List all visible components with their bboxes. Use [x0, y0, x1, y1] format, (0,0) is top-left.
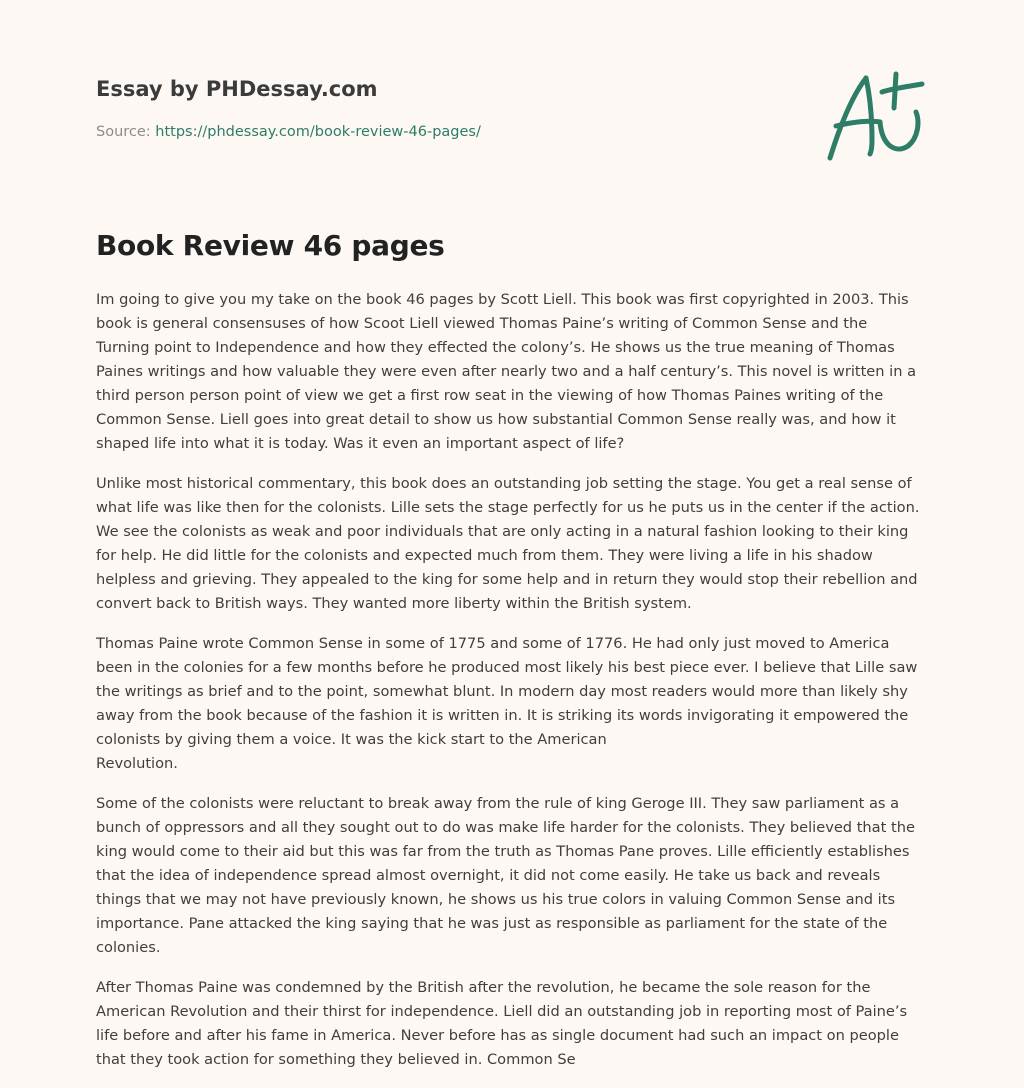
article — [96, 226, 926, 1088]
source-label: Source: — [96, 124, 156, 140]
article-title: Book Review 46 pages — [96, 229, 445, 262]
paragraph-3: Thomas Paine wrote Common Sense in some of 1775 and some of 1776. He had only just moved to America been in the colonies for a few months before he produced most likely his best piece ever. I believe that Lille saw the writings as brief and to the point, somewhat blunt. In modern day most readers would more than likely shy away from the book because of the fashion it is written in. It is striking its words invigorating it empowered the colonists by giving them a voice. It was the kick start to the American Revolution. — [96, 635, 918, 772]
paragraph-1: Im going to give you my take on the book 46 pages by Scott Liell. This book was first copyrighted in 2003. This book is general consensuses of how Scoot Liell viewed Thomas Paine’s writing of Common Sense and the Turning point to Independence and how they effected the colony’s. He shows us the true meaning of Thomas Paines writings and how valuable they were even after nearly two and a half century’s. This novel is written in a third person person point of view we get a first row seat in the viewing of how Thomas Paines writing of the Common Sense. Liell goes into great detail to show us how substantial Common Sense really was, and how it shaped life into what it is today. Was it even an important aspect of life? — [96, 291, 917, 452]
source-line — [96, 122, 796, 142]
page-header — [96, 74, 796, 142]
paragraph-5: After Thomas Paine was condemned by the British after the revolution, he became the sole reason for the American Revolution and their thirst for independence. Liell did an outstanding job in reporting most of Paine’s life before and after his fame in America. Never before has as single document had such an impact on people that they took action for something they believed in. Common Se — [96, 979, 908, 1068]
site-title: Essay by PHDessay.com — [96, 77, 378, 101]
paragraph-2: Unlike most historical commentary, this book does an outstanding job setting the stage. You get a real sense of what life was like then for the colonists. Lille sets the stage perfectly for us he puts us in the center if the action. We see the colonists as weak and poor individuals that are only acting in a natural fashion looking to their king for help. He did little for the colonists and expected much from them. They were living a life in his shadow helpless and grieving. They appealed to the king for some help and in return they would stop their rebellion and convert back to British ways. They wanted more liberty within the British system. — [96, 475, 920, 612]
a-plus-grade-logo-icon — [822, 66, 932, 166]
source-link[interactable]: https://phdessay.com/book-review-46-pages/ — [155, 124, 481, 140]
paragraph-4: Some of the colonists were reluctant to break away from the rule of king Geroge III. They saw parliament as a bunch of oppressors and all they sought out to do was make life harder for the colonists. They believed that the king would come to their aid but this was far from the truth as Thomas Pane proves. Lille efficiently establishes that the idea of independence spread almost overnight, it did not come easily. He take us back and reveals things that we may not have previously known, he shows us his true colors in valuing Common Sense and its importance. Pane attacked the king saying that he was just as responsible as parliament for the state of the colonies. — [96, 795, 915, 956]
